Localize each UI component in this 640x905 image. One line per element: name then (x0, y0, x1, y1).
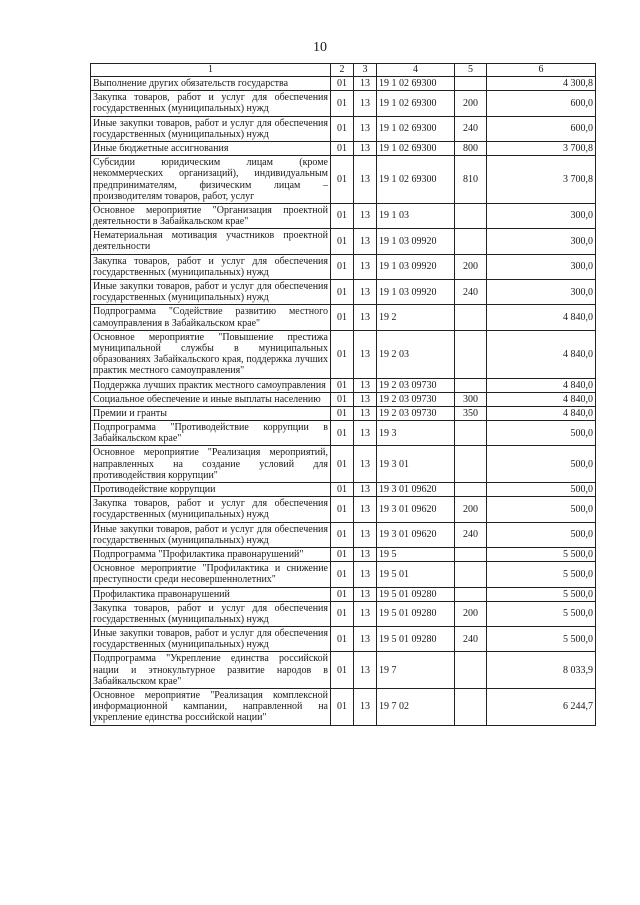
table-row (91, 254, 596, 279)
table-row (91, 587, 596, 601)
row-subsection: 13 (354, 689, 377, 726)
table-row (91, 392, 596, 406)
row-target-code: 19 1 03 (377, 203, 455, 228)
row-expense-type (455, 547, 487, 561)
row-expense-type: 240 (455, 280, 487, 305)
row-name: Основное мероприятие "Реализация комплексной информационной кампании, направленной на укрепление единства российской нации" (91, 689, 331, 726)
row-subsection: 13 (354, 280, 377, 305)
row-section: 01 (331, 547, 354, 561)
row-amount: 5 500,0 (487, 587, 596, 601)
row-amount: 500,0 (487, 446, 596, 483)
row-section: 01 (331, 522, 354, 547)
row-expense-type: 200 (455, 254, 487, 279)
row-name: Закупка товаров, работ и услуг для обеспечения государственных (муниципальных) нужд (91, 254, 331, 279)
row-amount: 500,0 (487, 522, 596, 547)
row-section: 01 (331, 77, 354, 91)
row-section: 01 (331, 254, 354, 279)
row-name: Закупка товаров, работ и услуг для обеспечения государственных (муниципальных) нужд (91, 497, 331, 522)
row-amount: 5 500,0 (487, 547, 596, 561)
row-target-code: 19 3 01 09620 (377, 483, 455, 497)
row-amount: 5 500,0 (487, 601, 596, 626)
row-name: Противодействие коррупции (91, 483, 331, 497)
row-name: Выполнение других обязательств государства (91, 77, 331, 91)
row-section: 01 (331, 280, 354, 305)
row-amount: 4 840,0 (487, 392, 596, 406)
table-row (91, 627, 596, 652)
row-expense-type (455, 203, 487, 228)
row-expense-type (455, 330, 487, 378)
row-subsection: 13 (354, 652, 377, 689)
row-name: Подпрограмма "Содействие развитию местного самоуправления в Забайкальском крае" (91, 305, 331, 330)
row-amount: 5 500,0 (487, 627, 596, 652)
row-subsection: 13 (354, 330, 377, 378)
row-name: Основное мероприятие "Повышение престижа муниципальной службы в муниципальных образованиях Забайкальского края, поддержка лучших практик местного самоуправления" (91, 330, 331, 378)
row-amount: 6 244,7 (487, 689, 596, 726)
row-section: 01 (331, 627, 354, 652)
row-expense-type: 800 (455, 141, 487, 155)
row-expense-type (455, 562, 487, 587)
row-amount: 4 840,0 (487, 378, 596, 392)
row-section: 01 (331, 421, 354, 446)
header-col-section: 2 (331, 64, 354, 77)
table-row (91, 305, 596, 330)
row-amount: 4 840,0 (487, 406, 596, 420)
table-row (91, 203, 596, 228)
row-expense-type (455, 689, 487, 726)
table-row (91, 378, 596, 392)
row-name: Иные закупки товаров, работ и услуг для обеспечения государственных (муниципальных) нужд (91, 627, 331, 652)
row-target-code: 19 1 02 69300 (377, 77, 455, 91)
row-subsection: 13 (354, 483, 377, 497)
row-name: Субсидии юридическим лицам (кроме некоммерческих организаций), индивидуальным предпринимателям, физическим лицам – производителям товаров, работ, услуг (91, 156, 331, 204)
row-name: Нематериальная мотивация участников проектной деятельности (91, 229, 331, 254)
row-expense-type (455, 587, 487, 601)
row-amount: 4 300,8 (487, 77, 596, 91)
row-name: Основное мероприятие "Реализация мероприятий, направленных на создание условий для противодействия коррупции" (91, 446, 331, 483)
table-row (91, 280, 596, 305)
row-subsection: 13 (354, 587, 377, 601)
table-row (91, 652, 596, 689)
row-subsection: 13 (354, 547, 377, 561)
row-section: 01 (331, 497, 354, 522)
row-amount: 300,0 (487, 280, 596, 305)
row-name: Подпрограмма "Профилактика правонарушений" (91, 547, 331, 561)
row-target-code: 19 2 (377, 305, 455, 330)
row-subsection: 13 (354, 305, 377, 330)
row-subsection: 13 (354, 497, 377, 522)
budget-table (90, 63, 596, 726)
row-section: 01 (331, 203, 354, 228)
row-amount: 600,0 (487, 91, 596, 116)
table-row (91, 547, 596, 561)
row-amount: 4 840,0 (487, 330, 596, 378)
row-section: 01 (331, 689, 354, 726)
row-section: 01 (331, 483, 354, 497)
row-name: Иные бюджетные ассигнования (91, 141, 331, 155)
table-row (91, 406, 596, 420)
row-target-code: 19 1 02 69300 (377, 116, 455, 141)
row-amount: 8 033,9 (487, 652, 596, 689)
table-row (91, 77, 596, 91)
row-subsection: 13 (354, 156, 377, 204)
row-section: 01 (331, 392, 354, 406)
table-row (91, 483, 596, 497)
row-target-code: 19 1 03 09920 (377, 254, 455, 279)
row-section: 01 (331, 587, 354, 601)
row-target-code: 19 5 (377, 547, 455, 561)
row-subsection: 13 (354, 378, 377, 392)
table-row (91, 229, 596, 254)
row-name: Иные закупки товаров, работ и услуг для обеспечения государственных (муниципальных) нужд (91, 280, 331, 305)
row-subsection: 13 (354, 562, 377, 587)
row-expense-type (455, 77, 487, 91)
table-row (91, 91, 596, 116)
row-name: Основное мероприятие "Организация проектной деятельности в Забайкальском крае" (91, 203, 331, 228)
row-amount: 4 840,0 (487, 305, 596, 330)
row-name: Иные закупки товаров, работ и услуг для обеспечения государственных (муниципальных) нужд (91, 116, 331, 141)
header-col-target-code: 4 (377, 64, 455, 77)
row-expense-type: 240 (455, 627, 487, 652)
row-name: Иные закупки товаров, работ и услуг для обеспечения государственных (муниципальных) нужд (91, 522, 331, 547)
row-name: Подпрограмма "Укрепление единства российской нации и этнокультурное развитие народов в Забайкальском крае" (91, 652, 331, 689)
row-section: 01 (331, 406, 354, 420)
page-number: 10 (313, 40, 327, 55)
row-target-code: 19 7 (377, 652, 455, 689)
row-name: Профилактика правонарушений (91, 587, 331, 601)
row-target-code: 19 5 01 09280 (377, 627, 455, 652)
row-section: 01 (331, 378, 354, 392)
row-expense-type (455, 652, 487, 689)
row-name: Поддержка лучших практик местного самоуправления (91, 378, 331, 392)
row-subsection: 13 (354, 421, 377, 446)
row-target-code: 19 5 01 09280 (377, 587, 455, 601)
row-expense-type: 350 (455, 406, 487, 420)
row-amount: 300,0 (487, 229, 596, 254)
row-expense-type: 200 (455, 601, 487, 626)
row-subsection: 13 (354, 141, 377, 155)
row-subsection: 13 (354, 91, 377, 116)
row-subsection: 13 (354, 116, 377, 141)
table-body (91, 77, 596, 726)
row-name: Закупка товаров, работ и услуг для обеспечения государственных (муниципальных) нужд (91, 601, 331, 626)
row-target-code: 19 1 03 09920 (377, 229, 455, 254)
row-expense-type: 300 (455, 392, 487, 406)
row-expense-type: 200 (455, 91, 487, 116)
row-section: 01 (331, 652, 354, 689)
table-row (91, 601, 596, 626)
row-target-code: 19 2 03 09730 (377, 406, 455, 420)
table-row (91, 522, 596, 547)
row-subsection: 13 (354, 446, 377, 483)
table-row (91, 141, 596, 155)
table-header-row (91, 64, 596, 77)
row-expense-type: 200 (455, 497, 487, 522)
row-expense-type: 240 (455, 116, 487, 141)
header-col-expense-type: 5 (455, 64, 487, 77)
table-row (91, 330, 596, 378)
row-expense-type (455, 483, 487, 497)
row-section: 01 (331, 446, 354, 483)
row-target-code: 19 2 03 09730 (377, 392, 455, 406)
row-target-code: 19 3 (377, 421, 455, 446)
row-expense-type: 810 (455, 156, 487, 204)
row-amount: 500,0 (487, 421, 596, 446)
row-subsection: 13 (354, 601, 377, 626)
row-name: Подпрограмма "Противодействие коррупции в Забайкальском крае" (91, 421, 331, 446)
table-row (91, 497, 596, 522)
row-target-code: 19 1 03 09920 (377, 280, 455, 305)
row-name: Премии и гранты (91, 406, 331, 420)
row-expense-type (455, 305, 487, 330)
row-amount: 3 700,8 (487, 156, 596, 204)
row-amount: 5 500,0 (487, 562, 596, 587)
row-subsection: 13 (354, 254, 377, 279)
row-subsection: 13 (354, 627, 377, 652)
row-amount: 600,0 (487, 116, 596, 141)
row-section: 01 (331, 562, 354, 587)
row-section: 01 (331, 229, 354, 254)
row-target-code: 19 5 01 (377, 562, 455, 587)
row-target-code: 19 2 03 (377, 330, 455, 378)
row-target-code: 19 1 02 69300 (377, 91, 455, 116)
table-row (91, 421, 596, 446)
row-subsection: 13 (354, 203, 377, 228)
row-subsection: 13 (354, 229, 377, 254)
row-amount: 3 700,8 (487, 141, 596, 155)
row-amount: 500,0 (487, 483, 596, 497)
row-target-code: 19 3 01 09620 (377, 522, 455, 547)
row-amount: 300,0 (487, 203, 596, 228)
row-name: Социальное обеспечение и иные выплаты населению (91, 392, 331, 406)
row-target-code: 19 5 01 09280 (377, 601, 455, 626)
row-expense-type (455, 446, 487, 483)
header-col-name: 1 (91, 64, 331, 77)
table-row (91, 156, 596, 204)
row-amount: 500,0 (487, 497, 596, 522)
row-expense-type (455, 229, 487, 254)
table-row (91, 562, 596, 587)
row-expense-type: 240 (455, 522, 487, 547)
table-row (91, 446, 596, 483)
row-target-code: 19 1 02 69300 (377, 141, 455, 155)
row-section: 01 (331, 305, 354, 330)
row-target-code: 19 7 02 (377, 689, 455, 726)
row-expense-type (455, 421, 487, 446)
table-row (91, 689, 596, 726)
row-subsection: 13 (354, 522, 377, 547)
row-subsection: 13 (354, 77, 377, 91)
row-target-code: 19 3 01 (377, 446, 455, 483)
row-section: 01 (331, 601, 354, 626)
row-section: 01 (331, 91, 354, 116)
row-section: 01 (331, 330, 354, 378)
row-subsection: 13 (354, 406, 377, 420)
row-name: Закупка товаров, работ и услуг для обеспечения государственных (муниципальных) нужд (91, 91, 331, 116)
row-target-code: 19 2 03 09730 (377, 378, 455, 392)
header-col-subsection: 3 (354, 64, 377, 77)
row-section: 01 (331, 141, 354, 155)
row-target-code: 19 3 01 09620 (377, 497, 455, 522)
row-expense-type (455, 378, 487, 392)
table-row (91, 116, 596, 141)
row-subsection: 13 (354, 392, 377, 406)
row-name: Основное мероприятие "Профилактика и снижение преступности среди несовершеннолетних" (91, 562, 331, 587)
row-amount: 300,0 (487, 254, 596, 279)
row-section: 01 (331, 156, 354, 204)
header-col-amount: 6 (487, 64, 596, 77)
row-target-code: 19 1 02 69300 (377, 156, 455, 204)
row-section: 01 (331, 116, 354, 141)
